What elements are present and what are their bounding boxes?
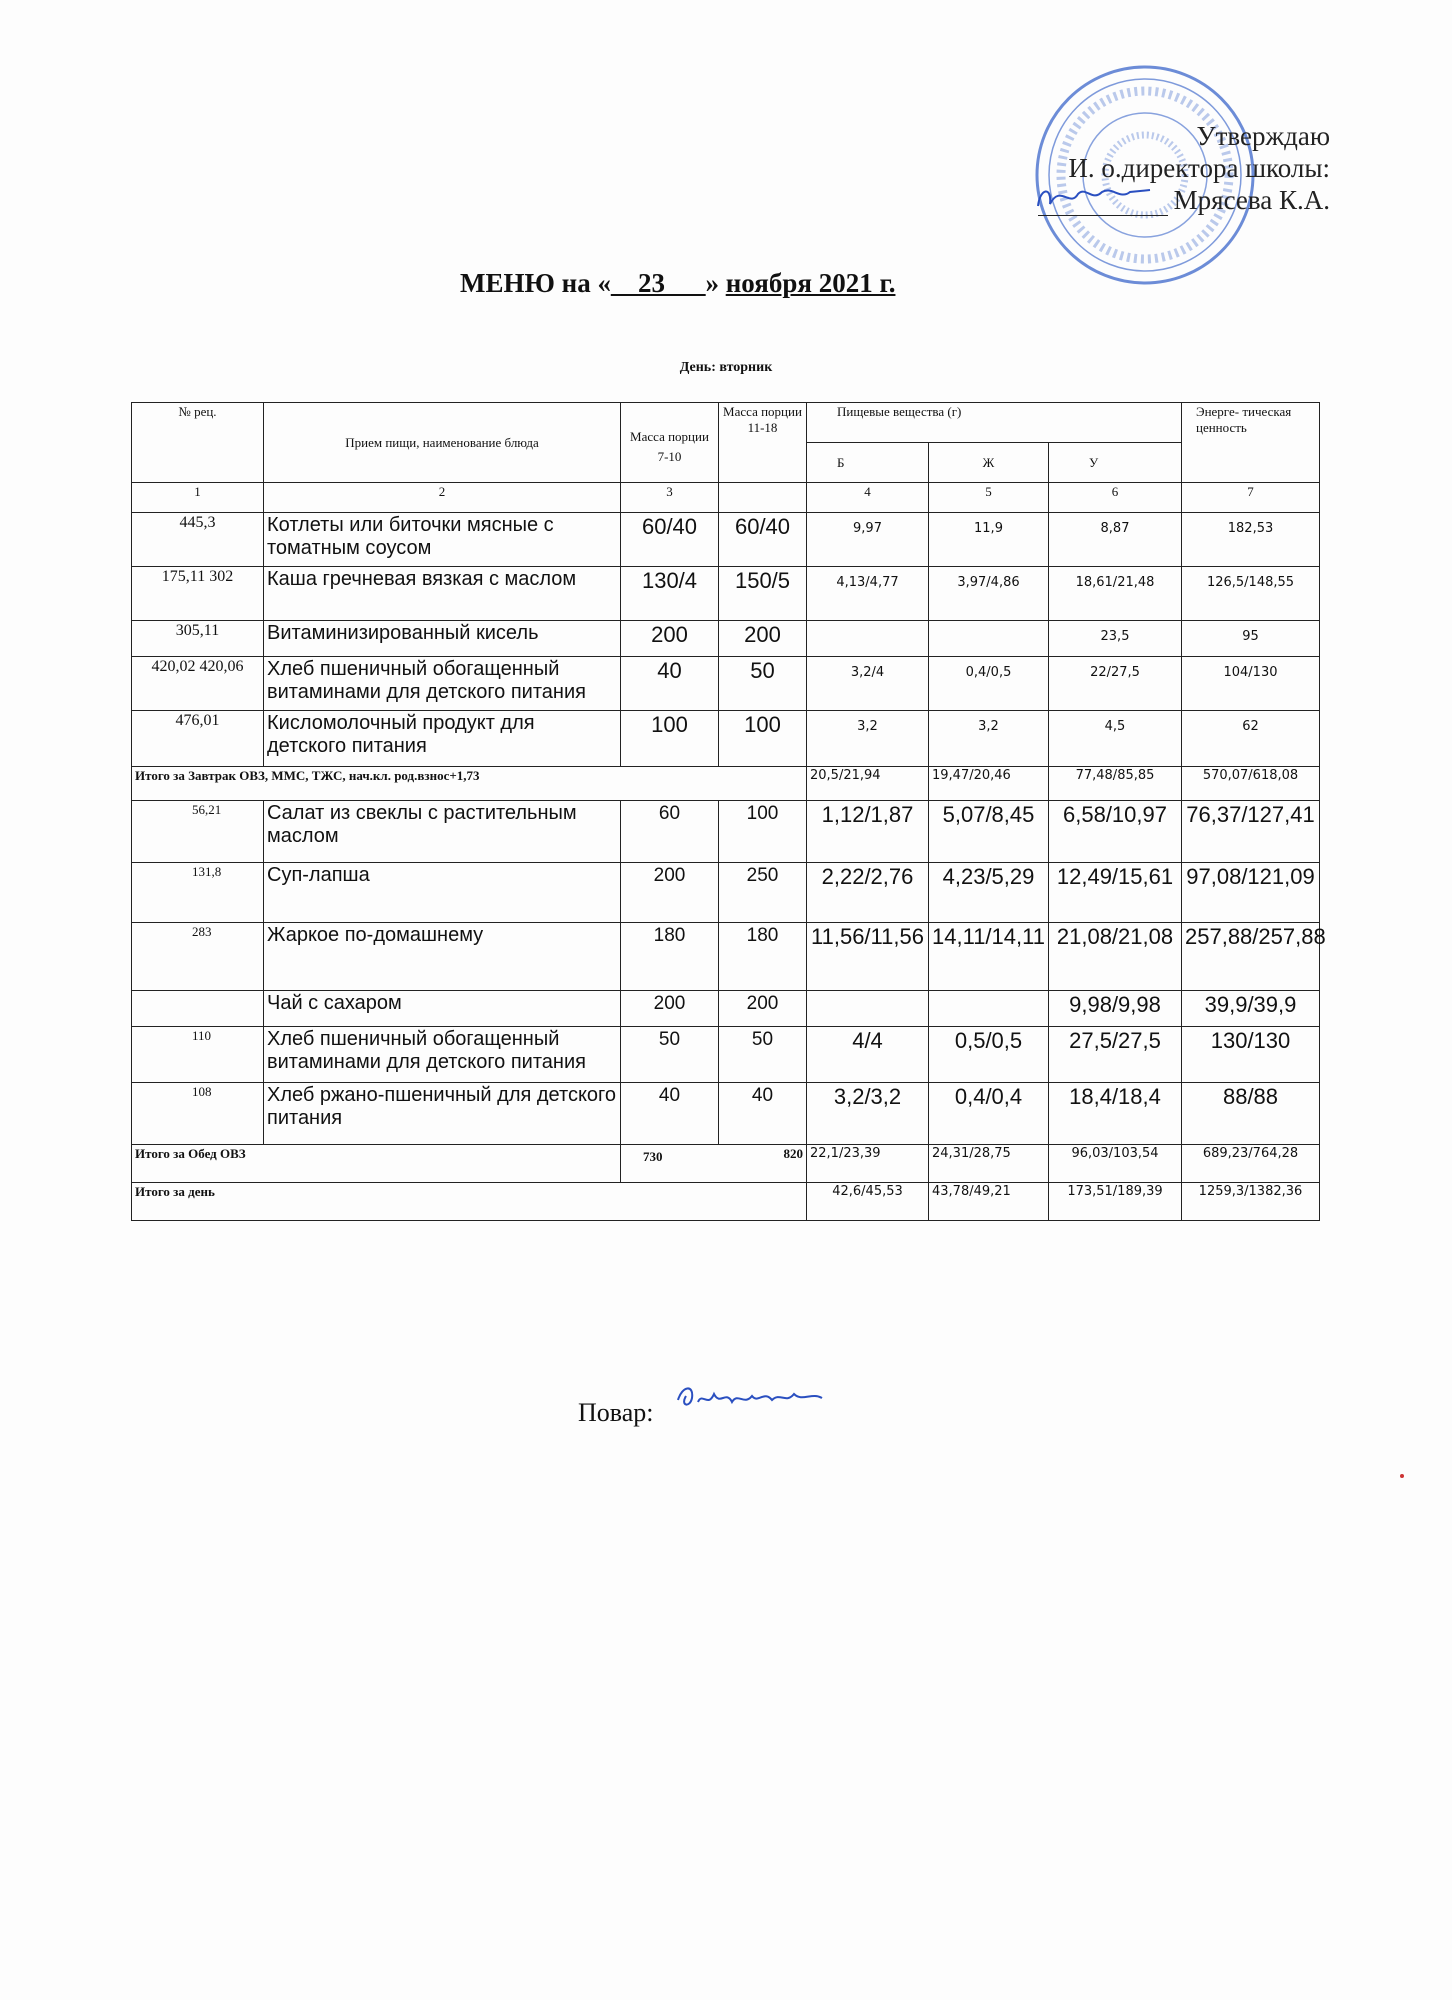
header-mass-7-10 xyxy=(621,403,719,483)
fat xyxy=(929,621,1049,657)
fat: 11,9 xyxy=(929,513,1049,567)
protein: 3,2/4 xyxy=(807,657,929,711)
fat: 4,23/5,29 xyxy=(929,863,1049,923)
carbs: 18,61/21,48 xyxy=(1049,567,1182,621)
energy: 257,88/257,88 xyxy=(1182,923,1320,991)
protein: 4/4 xyxy=(807,1027,929,1083)
lunch-section xyxy=(132,801,1326,1145)
carbs: 23,5 xyxy=(1049,621,1182,657)
column-number: 5 xyxy=(929,483,1049,513)
page-title xyxy=(460,268,895,299)
mass-11-18: 50 xyxy=(719,1027,807,1083)
breakfast-row xyxy=(132,621,1320,657)
day-total-b: 42,6/45,53 xyxy=(807,1183,929,1221)
protein: 3,2 xyxy=(807,711,929,767)
ink-dot xyxy=(1400,1474,1404,1478)
mass-11-18: 150/5 xyxy=(719,567,807,621)
fat: 0,5/0,5 xyxy=(929,1027,1049,1083)
dish-name: Жаркое по-домашнему xyxy=(264,923,621,991)
dish-name: Хлеб пшеничный обогащенный витаминами для детского питания xyxy=(264,1027,621,1083)
dish-name: Хлеб ржано-пшеничный для детского питания xyxy=(264,1083,621,1145)
fat xyxy=(929,991,1049,1027)
protein: 4,13/4,77 xyxy=(807,567,929,621)
mass-7-10: 40 xyxy=(621,1083,719,1145)
mass-11-18: 40 xyxy=(719,1083,807,1145)
header-u: У xyxy=(1049,443,1182,483)
title-prefix: МЕНЮ на « xyxy=(460,268,611,298)
mass-7-10: 130/4 xyxy=(621,567,719,621)
rec-number: 175,11 302 xyxy=(132,567,264,621)
mass-11-18: 100 xyxy=(719,711,807,767)
breakfast-row xyxy=(132,657,1320,711)
rec-number: 420,02 420,06 xyxy=(132,657,264,711)
header-mass-11-18 xyxy=(719,403,807,483)
mass-11-18: 200 xyxy=(719,621,807,657)
column-number: 6 xyxy=(1049,483,1182,513)
rec-number: 305,11 xyxy=(132,621,264,657)
fat: 14,11/14,11 xyxy=(929,923,1049,991)
protein: 11,56/11,56 xyxy=(807,923,929,991)
cook-signature xyxy=(672,1378,842,1418)
fat: 5,07/8,45 xyxy=(929,801,1049,863)
cook-label: Повар: xyxy=(578,1398,654,1427)
energy: 95 xyxy=(1182,621,1320,657)
title-month: ноября 2021 г. xyxy=(725,268,896,298)
header-row-1 xyxy=(132,403,1320,443)
carbs: 27,5/27,5 xyxy=(1049,1027,1182,1083)
rec-number: 445,3 xyxy=(132,513,264,567)
mass-7-10: 50 xyxy=(621,1027,719,1083)
mass-7-10: 200 xyxy=(621,621,719,657)
header-dish: Прием пищи, наименование блюда xyxy=(264,403,621,483)
column-number: 7 xyxy=(1182,483,1320,513)
header-energy: Энерге- тическая ценность xyxy=(1182,403,1320,483)
header-nutrients: Пищевые вещества (г) xyxy=(807,403,1182,443)
carbs: 22/27,5 xyxy=(1049,657,1182,711)
mass-11-18: 200 xyxy=(719,991,807,1027)
protein: 2,22/2,76 xyxy=(807,863,929,923)
mass-7-10: 60/40 xyxy=(621,513,719,567)
lunch-total-b: 22,1/23,39 xyxy=(807,1145,929,1183)
column-number: 4 xyxy=(807,483,929,513)
mass-11-18: 100 xyxy=(719,801,807,863)
day-total-label: Итого за день xyxy=(132,1183,807,1221)
lunch-row xyxy=(132,863,1320,923)
lunch-total-label: Итого за Обед ОВЗ xyxy=(135,1146,246,1161)
dish-name: Котлеты или биточки мясные с томатным соусом xyxy=(264,513,621,567)
header-b: Б xyxy=(807,443,929,483)
carbs: 6,58/10,97 xyxy=(1049,801,1182,863)
fat: 3,97/4,86 xyxy=(929,567,1049,621)
lunch-total-row xyxy=(132,1145,1320,1183)
column-number: 3 xyxy=(621,483,719,513)
dish-name: Суп-лапша xyxy=(264,863,621,923)
column-numbers-row xyxy=(132,483,1320,513)
lunch-total-m2: 820 xyxy=(621,1145,807,1183)
rec-number: 476,01 xyxy=(132,711,264,767)
energy: 76,37/127,41 xyxy=(1182,801,1320,863)
day-label: День: вторник xyxy=(679,360,773,375)
mass-7-10: 200 xyxy=(621,863,719,923)
rec-number: 108 xyxy=(132,1083,264,1145)
mass-11-18: 60/40 xyxy=(719,513,807,567)
energy: 182,53 xyxy=(1182,513,1320,567)
day-total-row xyxy=(132,1183,1320,1221)
column-number xyxy=(719,483,807,513)
mass-11-18: 250 xyxy=(719,863,807,923)
mass-11-18: 50 xyxy=(719,657,807,711)
carbs: 9,98/9,98 xyxy=(1049,991,1182,1027)
mass-7-10: 40 xyxy=(621,657,719,711)
approval-position: И. о.директора школы: xyxy=(1068,153,1330,183)
dish-name: Салат из свеклы с растительным маслом xyxy=(264,801,621,863)
menu-table xyxy=(131,402,1326,1221)
breakfast-row xyxy=(132,513,1320,567)
protein: 9,97 xyxy=(807,513,929,567)
dish-name: Чай с сахаром xyxy=(264,991,621,1027)
breakfast-total-b: 20,5/21,94 xyxy=(807,767,929,801)
title-suffix: » xyxy=(705,268,726,298)
lunch-row xyxy=(132,1027,1320,1083)
breakfast-total-label: Итого за Завтрак ОВЗ, ММС, ТЖС, нач.кл. род.взнос+1,73 xyxy=(132,767,807,801)
column-number: 1 xyxy=(132,483,264,513)
breakfast-total-e: 570,07/618,08 xyxy=(1182,767,1320,801)
mass-7-10: 180 xyxy=(621,923,719,991)
day-total-u: 173,51/189,39 xyxy=(1049,1183,1182,1221)
lunch-total-m1: 730 xyxy=(643,1149,663,1164)
lunch-row xyxy=(132,991,1320,1027)
rec-number: 110 xyxy=(132,1027,264,1083)
lunch-row xyxy=(132,1083,1320,1145)
fat: 0,4/0,5 xyxy=(929,657,1049,711)
mass-11-18: 180 xyxy=(719,923,807,991)
carbs: 18,4/18,4 xyxy=(1049,1083,1182,1145)
energy: 126,5/148,55 xyxy=(1182,567,1320,621)
mass-7-10: 100 xyxy=(621,711,719,767)
breakfast-section xyxy=(132,513,1320,767)
mass-7-10: 60 xyxy=(621,801,719,863)
header-zh: Ж xyxy=(929,443,1049,483)
dish-name: Хлеб пшеничный обогащенный витаминами для детского питания xyxy=(264,657,621,711)
protein: 1,12/1,87 xyxy=(807,801,929,863)
energy: 104/130 xyxy=(1182,657,1320,711)
mass1-age: 7-10 xyxy=(657,448,682,464)
rec-number xyxy=(132,991,264,1027)
lunch-total-zh: 24,31/28,75 xyxy=(929,1145,1049,1183)
breakfast-total-row xyxy=(132,767,1320,801)
dish-name: Витаминизированный кисель xyxy=(264,621,621,657)
carbs: 8,87 xyxy=(1049,513,1182,567)
energy: 39,9/39,9 xyxy=(1182,991,1320,1027)
energy: 62 xyxy=(1182,711,1320,767)
dish-name: Кисломолочный продукт для детского питания xyxy=(264,711,621,767)
protein: 3,2/3,2 xyxy=(807,1083,929,1145)
director-signature xyxy=(1030,178,1160,218)
rec-number: 131,8 xyxy=(132,863,264,923)
lunch-total-label-cell xyxy=(132,1145,663,1183)
rec-number: 283 xyxy=(132,923,264,991)
carbs: 12,49/15,61 xyxy=(1049,863,1182,923)
title-day: __23___ xyxy=(610,268,706,298)
mass2-label: Масса порции xyxy=(723,404,802,419)
column-number: 2 xyxy=(264,483,621,513)
header-rec-no: № рец. xyxy=(132,403,264,483)
protein xyxy=(807,991,929,1027)
approval-title: Утверждаю xyxy=(1196,121,1330,151)
breakfast-row xyxy=(132,567,1320,621)
lunch-row xyxy=(132,923,1320,991)
energy: 88/88 xyxy=(1182,1083,1320,1145)
mass2-age: 11-18 xyxy=(747,420,778,435)
carbs: 4,5 xyxy=(1049,711,1182,767)
breakfast-total-u: 77,48/85,85 xyxy=(1049,767,1182,801)
fat: 3,2 xyxy=(929,711,1049,767)
day-total-e: 1259,3/1382,36 xyxy=(1182,1183,1320,1221)
mass1-label: Масса порции xyxy=(630,428,709,444)
day-total-zh: 43,78/49,21 xyxy=(929,1183,1049,1221)
protein xyxy=(807,621,929,657)
dish-name: Каша гречневая вязкая с маслом xyxy=(264,567,621,621)
rec-number: 56,21 xyxy=(132,801,264,863)
lunch-total-u: 96,03/103,54 xyxy=(1049,1145,1182,1183)
carbs: 21,08/21,08 xyxy=(1049,923,1182,991)
breakfast-row xyxy=(132,711,1320,767)
lunch-total-e: 689,23/764,28 xyxy=(1182,1145,1320,1183)
approval-name: Мрясева К.А. xyxy=(1173,185,1330,215)
mass-7-10: 200 xyxy=(621,991,719,1027)
fat: 0,4/0,4 xyxy=(929,1083,1049,1145)
energy: 130/130 xyxy=(1182,1027,1320,1083)
breakfast-total-zh: 19,47/20,46 xyxy=(929,767,1049,801)
lunch-row xyxy=(132,801,1320,863)
energy: 97,08/121,09 xyxy=(1182,863,1320,923)
